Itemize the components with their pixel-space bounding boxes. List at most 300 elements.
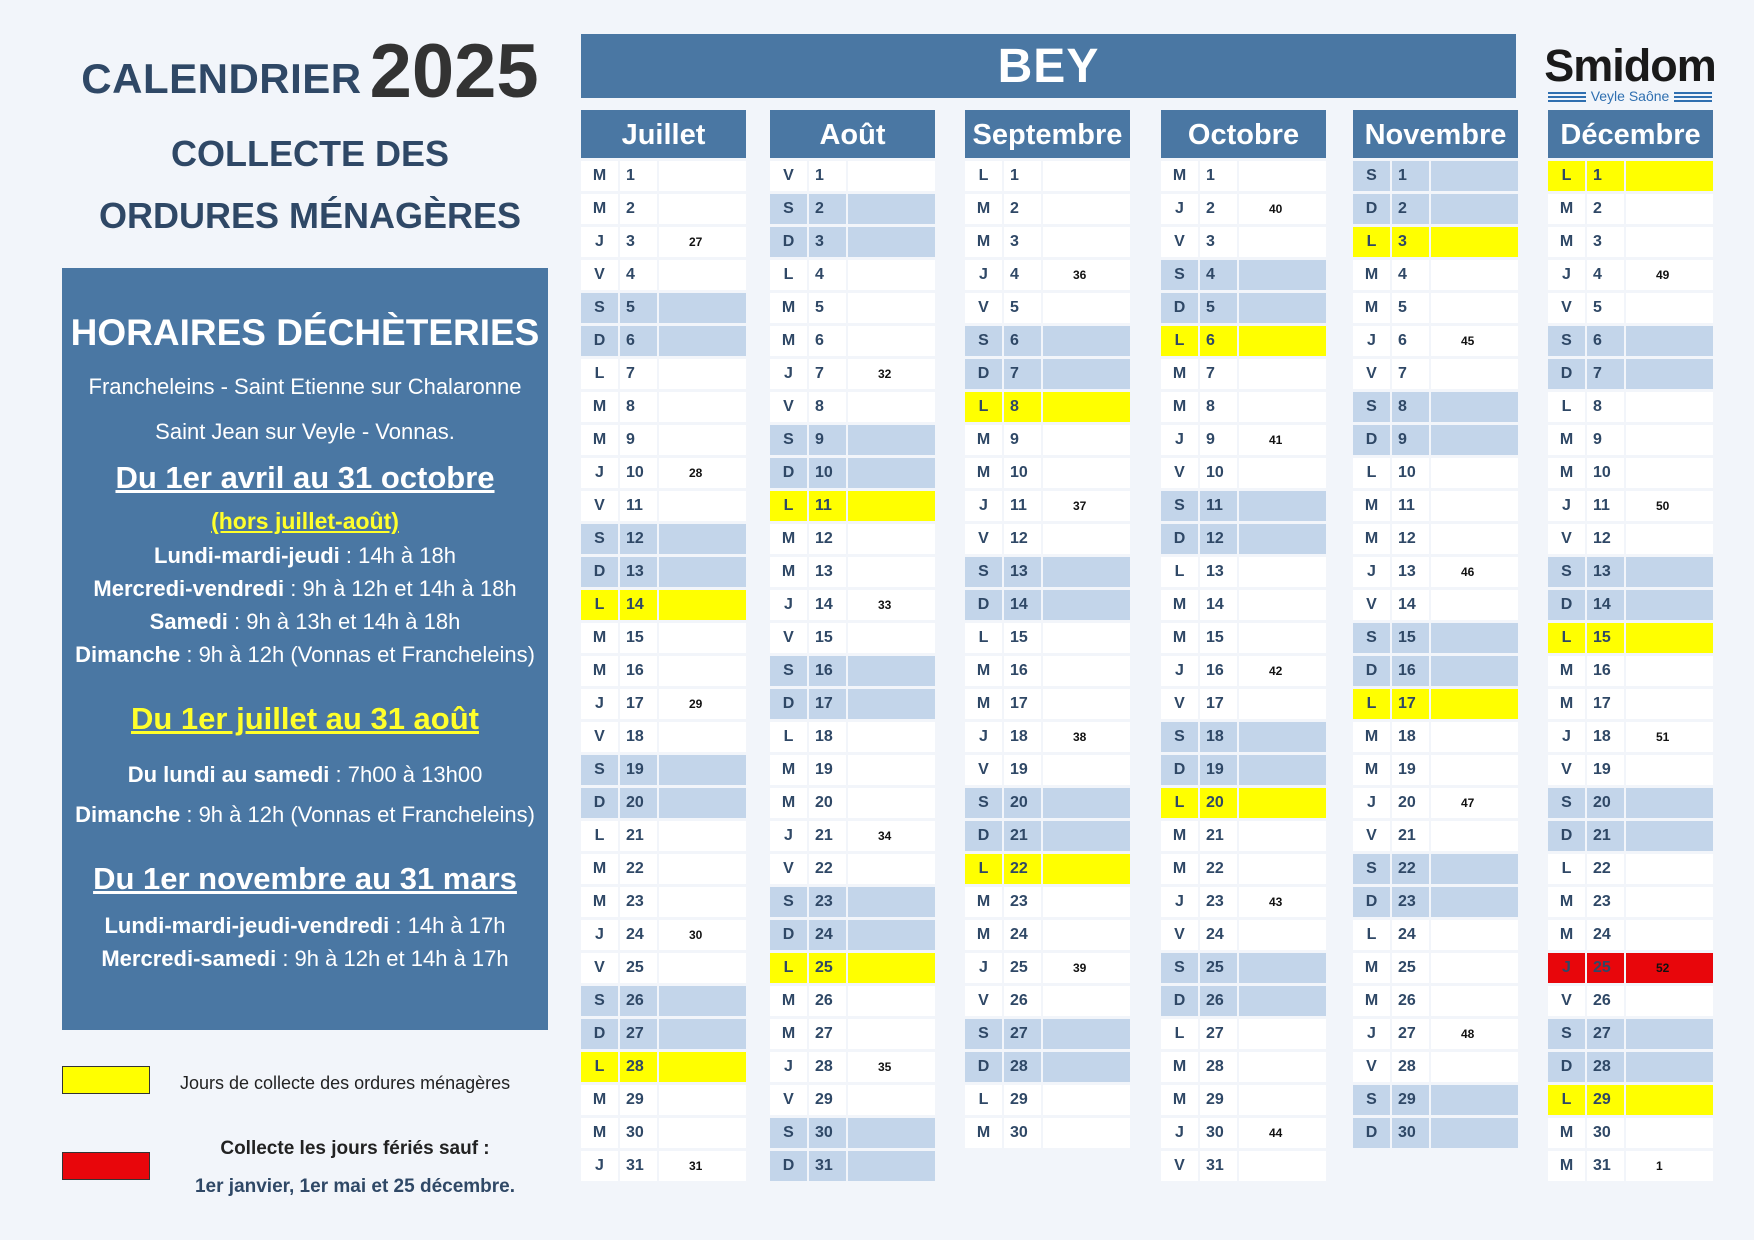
- day-row: [581, 260, 746, 290]
- day-letter: V: [581, 260, 618, 290]
- week-number: [848, 722, 935, 752]
- day-number: 8: [1392, 392, 1429, 422]
- day-letter: V: [581, 953, 618, 983]
- day-letter: D: [1353, 194, 1390, 224]
- day-letter: S: [581, 524, 618, 554]
- day-row: [1353, 590, 1518, 620]
- day-number: 8: [1200, 392, 1237, 422]
- week-number: 45: [1431, 326, 1518, 356]
- week-number: [1626, 656, 1713, 686]
- day-letter: D: [965, 1052, 1002, 1082]
- day-letter: J: [1548, 491, 1585, 521]
- day-number: 17: [1200, 689, 1237, 719]
- day-letter: L: [1353, 689, 1390, 719]
- day-letter: D: [1161, 755, 1198, 785]
- day-letter: M: [581, 887, 618, 917]
- day-number: 18: [620, 722, 657, 752]
- week-number: [1043, 623, 1130, 653]
- day-row: [965, 920, 1130, 950]
- day-number: 11: [1004, 491, 1041, 521]
- day-letter: L: [581, 590, 618, 620]
- legend-red-swatch: [62, 1152, 150, 1180]
- day-number: 26: [1392, 986, 1429, 1016]
- day-row: [1161, 392, 1326, 422]
- day-row: [965, 359, 1130, 389]
- day-row: [1548, 887, 1713, 917]
- p1-line3-hours: : 9h à 13h et 14h à 18h: [227, 609, 461, 634]
- week-number: [848, 326, 935, 356]
- p3-line2-hours: : 9h à 12h et 14h à 17h: [276, 946, 509, 971]
- week-number: [848, 293, 935, 323]
- day-number: 19: [1587, 755, 1624, 785]
- day-letter: D: [965, 359, 1002, 389]
- week-number: [848, 161, 935, 191]
- day-number: 14: [1004, 590, 1041, 620]
- day-number: 11: [1587, 491, 1624, 521]
- day-letter: M: [1353, 524, 1390, 554]
- day-letter: S: [965, 1019, 1002, 1049]
- day-number: 14: [809, 590, 846, 620]
- day-letter: J: [1353, 557, 1390, 587]
- week-number: [659, 854, 746, 884]
- day-row: [770, 161, 935, 191]
- day-row: [1353, 1019, 1518, 1049]
- week-number: [1043, 194, 1130, 224]
- day-letter: L: [1548, 623, 1585, 653]
- day-row: [770, 1151, 935, 1181]
- day-letter: D: [1161, 986, 1198, 1016]
- day-letter: M: [965, 1118, 1002, 1148]
- week-number: [659, 887, 746, 917]
- day-row: [770, 854, 935, 884]
- week-number: 46: [1431, 557, 1518, 587]
- day-number: 7: [1392, 359, 1429, 389]
- day-number: 2: [809, 194, 846, 224]
- month-header: Décembre: [1548, 110, 1713, 158]
- week-number: [848, 524, 935, 554]
- day-number: 16: [1587, 656, 1624, 686]
- day-letter: M: [1161, 1085, 1198, 1115]
- day-row: [1548, 458, 1713, 488]
- day-number: 11: [809, 491, 846, 521]
- day-letter: L: [1548, 854, 1585, 884]
- day-row: [1161, 986, 1326, 1016]
- week-number: 31: [659, 1151, 746, 1181]
- p2-line2-days: Dimanche: [75, 802, 181, 827]
- week-number: [1239, 326, 1326, 356]
- day-number: 28: [1392, 1052, 1429, 1082]
- day-letter: D: [770, 920, 807, 950]
- day-row: [1353, 887, 1518, 917]
- week-number: [1239, 1052, 1326, 1082]
- week-number: [1431, 689, 1518, 719]
- day-row: [1161, 1151, 1326, 1181]
- week-number: [1239, 161, 1326, 191]
- day-letter: D: [1548, 359, 1585, 389]
- day-number: 30: [1200, 1118, 1237, 1148]
- day-row: [965, 1052, 1130, 1082]
- day-row: [1548, 557, 1713, 587]
- period3-heading: Du 1er novembre au 31 mars: [93, 861, 517, 896]
- day-number: 15: [620, 623, 657, 653]
- day-row: [581, 227, 746, 257]
- logo-name: Smidom: [1544, 40, 1716, 91]
- week-number: [1626, 1118, 1713, 1148]
- sites-line2: Saint Jean sur Veyle - Vonnas.: [155, 419, 455, 444]
- day-number: 1: [1587, 161, 1624, 191]
- day-letter: S: [770, 887, 807, 917]
- day-letter: M: [1548, 425, 1585, 455]
- day-row: [581, 722, 746, 752]
- day-number: 28: [1200, 1052, 1237, 1082]
- week-number: [1431, 458, 1518, 488]
- day-number: 12: [1392, 524, 1429, 554]
- day-letter: M: [1353, 293, 1390, 323]
- day-number: 27: [1004, 1019, 1041, 1049]
- day-number: 19: [809, 755, 846, 785]
- day-number: 22: [620, 854, 657, 884]
- day-number: 16: [1004, 656, 1041, 686]
- day-row: [581, 887, 746, 917]
- day-number: 23: [1004, 887, 1041, 917]
- p2-line1-hours: : 7h00 à 13h00: [329, 762, 483, 787]
- day-row: [1161, 722, 1326, 752]
- day-row: [1548, 656, 1713, 686]
- week-number: [1431, 953, 1518, 983]
- day-letter: V: [1548, 293, 1585, 323]
- day-number: 4: [1587, 260, 1624, 290]
- day-letter: M: [1161, 821, 1198, 851]
- day-row: [1548, 227, 1713, 257]
- day-row: [770, 359, 935, 389]
- day-number: 27: [1392, 1019, 1429, 1049]
- day-number: 7: [1200, 359, 1237, 389]
- week-number: [1043, 1118, 1130, 1148]
- day-number: 10: [1004, 458, 1041, 488]
- week-number: [1043, 557, 1130, 587]
- week-number: 36: [1043, 260, 1130, 290]
- day-row: [965, 854, 1130, 884]
- week-number: [1626, 986, 1713, 1016]
- day-row: [581, 689, 746, 719]
- month-column: [770, 110, 935, 1184]
- day-letter: D: [770, 689, 807, 719]
- week-number: [848, 491, 935, 521]
- day-letter: D: [1548, 590, 1585, 620]
- day-number: 18: [1004, 722, 1041, 752]
- day-number: 27: [620, 1019, 657, 1049]
- day-row: [1353, 425, 1518, 455]
- day-row: [581, 491, 746, 521]
- day-number: 12: [809, 524, 846, 554]
- day-letter: D: [965, 821, 1002, 851]
- day-row: [770, 227, 935, 257]
- day-number: 8: [809, 392, 846, 422]
- day-row: [581, 920, 746, 950]
- week-number: [1431, 392, 1518, 422]
- day-letter: M: [581, 425, 618, 455]
- week-number: [1626, 887, 1713, 917]
- week-number: 35: [848, 1052, 935, 1082]
- day-number: 6: [1587, 326, 1624, 356]
- day-number: 19: [620, 755, 657, 785]
- day-number: 10: [620, 458, 657, 488]
- day-row: [1161, 689, 1326, 719]
- day-letter: M: [1161, 1052, 1198, 1082]
- day-letter: V: [1548, 986, 1585, 1016]
- month-header: Novembre: [1353, 110, 1518, 158]
- day-number: 23: [620, 887, 657, 917]
- day-row: [581, 1052, 746, 1082]
- week-number: [1431, 986, 1518, 1016]
- day-letter: L: [581, 821, 618, 851]
- day-number: 12: [620, 524, 657, 554]
- day-row: [770, 491, 935, 521]
- day-letter: M: [1548, 656, 1585, 686]
- day-letter: S: [1353, 161, 1390, 191]
- day-number: 4: [1004, 260, 1041, 290]
- day-number: 21: [1200, 821, 1237, 851]
- day-number: 20: [1587, 788, 1624, 818]
- day-number: 30: [809, 1118, 846, 1148]
- p1-line3: [62, 605, 548, 638]
- day-row: [965, 887, 1130, 917]
- day-letter: M: [770, 788, 807, 818]
- day-row: [1161, 1019, 1326, 1049]
- day-letter: L: [581, 1052, 618, 1082]
- legend-yellow-text: Jours de collecte des ordures ménagères: [180, 1073, 511, 1093]
- day-number: 10: [1392, 458, 1429, 488]
- week-number: [1626, 425, 1713, 455]
- week-number: [1043, 755, 1130, 785]
- day-number: 31: [1200, 1151, 1237, 1181]
- day-row: [1353, 1085, 1518, 1115]
- week-number: 1: [1626, 1151, 1713, 1181]
- week-number: 38: [1043, 722, 1130, 752]
- day-number: 16: [809, 656, 846, 686]
- week-number: [1239, 458, 1326, 488]
- day-number: 20: [620, 788, 657, 818]
- day-row: [1548, 1151, 1713, 1181]
- day-letter: M: [1353, 491, 1390, 521]
- day-letter: M: [1548, 1118, 1585, 1148]
- week-number: [659, 1019, 746, 1049]
- week-number: [1431, 854, 1518, 884]
- day-number: 9: [620, 425, 657, 455]
- day-letter: S: [1161, 722, 1198, 752]
- day-number: 9: [1587, 425, 1624, 455]
- day-number: 5: [809, 293, 846, 323]
- day-letter: V: [581, 491, 618, 521]
- week-number: [1626, 854, 1713, 884]
- day-letter: L: [1161, 557, 1198, 587]
- day-row: [1548, 854, 1713, 884]
- day-row: [1353, 524, 1518, 554]
- title-block: [60, 28, 560, 247]
- day-row: [1353, 194, 1518, 224]
- day-letter: D: [1161, 524, 1198, 554]
- week-number: [1043, 392, 1130, 422]
- week-number: [848, 755, 935, 785]
- week-number: [1626, 161, 1713, 191]
- week-number: [659, 557, 746, 587]
- day-row: [965, 425, 1130, 455]
- week-number: [848, 260, 935, 290]
- day-row: [1548, 689, 1713, 719]
- week-number: [1431, 887, 1518, 917]
- week-number: [1239, 392, 1326, 422]
- week-number: [848, 1151, 935, 1181]
- day-letter: J: [1353, 326, 1390, 356]
- day-number: 29: [1587, 1085, 1624, 1115]
- day-row: [1548, 722, 1713, 752]
- day-letter: S: [1548, 1019, 1585, 1049]
- week-number: [1239, 821, 1326, 851]
- day-letter: D: [581, 1019, 618, 1049]
- legend-red-text-line1: Collecte les jours fériés sauf :: [220, 1138, 490, 1159]
- day-letter: J: [1353, 788, 1390, 818]
- day-letter: S: [1353, 854, 1390, 884]
- week-number: [848, 227, 935, 257]
- day-number: 19: [1004, 755, 1041, 785]
- week-number: [1431, 194, 1518, 224]
- week-number: [848, 920, 935, 950]
- day-row: [965, 458, 1130, 488]
- day-letter: L: [1548, 392, 1585, 422]
- day-row: [965, 1019, 1130, 1049]
- p3-line2: [62, 942, 548, 975]
- day-number: 16: [1200, 656, 1237, 686]
- day-row: [1161, 623, 1326, 653]
- day-row: [1548, 821, 1713, 851]
- commune-banner: BEY: [581, 34, 1516, 98]
- day-letter: L: [965, 161, 1002, 191]
- day-letter: J: [1353, 1019, 1390, 1049]
- day-letter: M: [1353, 755, 1390, 785]
- day-number: 9: [1392, 425, 1429, 455]
- day-number: 25: [620, 953, 657, 983]
- week-number: [1239, 557, 1326, 587]
- day-letter: M: [1161, 623, 1198, 653]
- day-number: 9: [1200, 425, 1237, 455]
- week-number: [659, 260, 746, 290]
- day-letter: M: [581, 1085, 618, 1115]
- week-number: [1043, 524, 1130, 554]
- day-row: [1161, 953, 1326, 983]
- p3-line1-hours: : 14h à 17h: [389, 913, 506, 938]
- day-number: 4: [1200, 260, 1237, 290]
- day-letter: D: [965, 590, 1002, 620]
- week-number: [848, 623, 935, 653]
- day-row: [581, 458, 746, 488]
- day-number: 10: [1200, 458, 1237, 488]
- day-row: [770, 953, 935, 983]
- day-letter: M: [770, 755, 807, 785]
- day-row: [581, 1151, 746, 1181]
- day-number: 26: [1587, 986, 1624, 1016]
- day-letter: J: [770, 821, 807, 851]
- week-number: [1043, 326, 1130, 356]
- day-number: 22: [809, 854, 846, 884]
- day-letter: S: [581, 986, 618, 1016]
- day-row: [1161, 1118, 1326, 1148]
- day-row: [1353, 227, 1518, 257]
- day-row: [1353, 458, 1518, 488]
- week-number: [1239, 1085, 1326, 1115]
- day-row: [965, 986, 1130, 1016]
- day-row: [1161, 755, 1326, 785]
- p2-line1-days: Du lundi au samedi: [127, 762, 330, 787]
- day-number: 18: [1392, 722, 1429, 752]
- day-row: [1548, 524, 1713, 554]
- day-letter: V: [770, 392, 807, 422]
- day-letter: M: [1548, 194, 1585, 224]
- day-letter: L: [581, 359, 618, 389]
- week-number: [659, 1085, 746, 1115]
- day-row: [1353, 326, 1518, 356]
- day-number: 15: [809, 623, 846, 653]
- week-number: [1431, 359, 1518, 389]
- day-row: [1548, 194, 1713, 224]
- day-number: 25: [1392, 953, 1429, 983]
- calendar-title: [60, 28, 560, 115]
- week-number: [1239, 986, 1326, 1016]
- week-number: 33: [848, 590, 935, 620]
- day-number: 9: [1004, 425, 1041, 455]
- day-letter: V: [965, 755, 1002, 785]
- week-number: 43: [1239, 887, 1326, 917]
- day-row: [770, 689, 935, 719]
- subtitle: [60, 123, 560, 247]
- week-number: [1626, 623, 1713, 653]
- day-letter: V: [770, 161, 807, 191]
- day-row: [581, 986, 746, 1016]
- week-number: [1431, 161, 1518, 191]
- day-letter: M: [581, 854, 618, 884]
- week-number: 42: [1239, 656, 1326, 686]
- week-number: [1239, 854, 1326, 884]
- day-row: [1353, 557, 1518, 587]
- p1-line2-hours: : 9h à 12h et 14h à 18h: [284, 576, 517, 601]
- day-row: [1353, 1118, 1518, 1148]
- day-row: [1353, 953, 1518, 983]
- week-number: [659, 491, 746, 521]
- day-row: [770, 1052, 935, 1082]
- day-number: 21: [1587, 821, 1624, 851]
- day-row: [770, 1118, 935, 1148]
- day-row: [770, 887, 935, 917]
- day-number: 24: [1004, 920, 1041, 950]
- day-row: [581, 656, 746, 686]
- week-number: [1239, 623, 1326, 653]
- day-number: 27: [1200, 1019, 1237, 1049]
- day-number: 27: [809, 1019, 846, 1049]
- week-number: [1239, 920, 1326, 950]
- day-number: 1: [809, 161, 846, 191]
- month-column: [1548, 110, 1713, 1184]
- month-column: [965, 110, 1130, 1151]
- week-number: [1239, 491, 1326, 521]
- day-number: 31: [809, 1151, 846, 1181]
- day-row: [1161, 887, 1326, 917]
- day-number: 7: [1004, 359, 1041, 389]
- day-number: 3: [809, 227, 846, 257]
- day-row: [965, 491, 1130, 521]
- day-letter: M: [1161, 359, 1198, 389]
- day-row: [965, 953, 1130, 983]
- day-letter: V: [1353, 590, 1390, 620]
- day-letter: M: [965, 656, 1002, 686]
